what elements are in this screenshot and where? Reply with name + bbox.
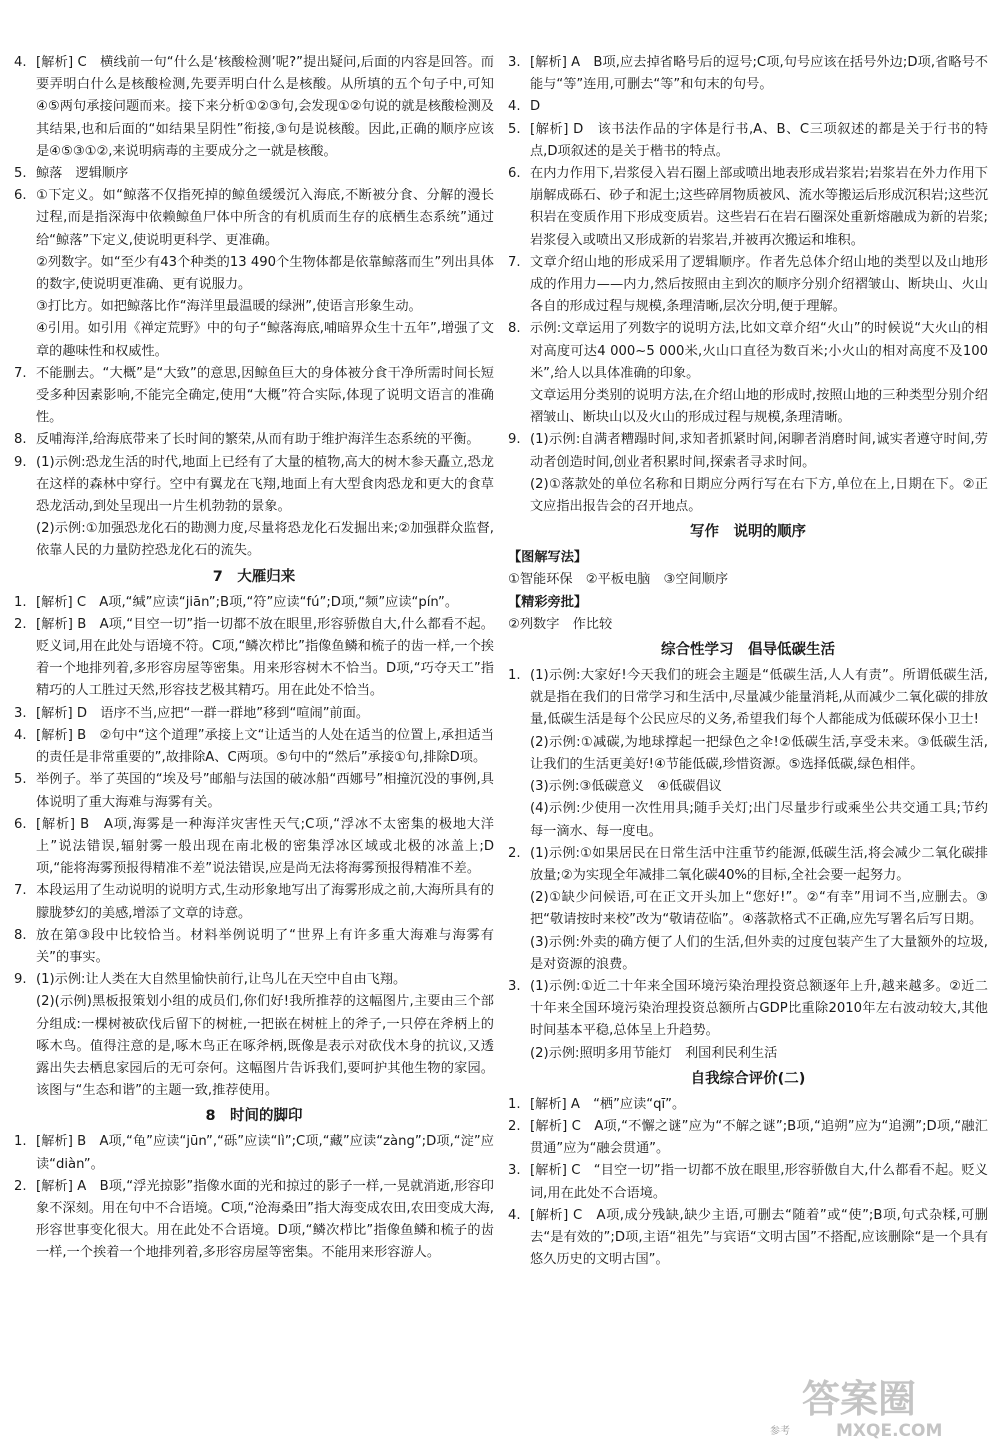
item-text: [解析] C A项,“缄”应读“jiān”;B项,“符”应读“fú”;D项,“频”应读“pín”。 [36,594,459,610]
item-number: 6. [14,816,27,832]
item-number: 6. [508,166,521,182]
jingcai-tag: 【精彩旁批】 [508,594,588,610]
item-number: 2. [14,1178,27,1194]
item-number: 4. [14,55,27,70]
section-heading-7: 7 大雁归来 [212,568,296,585]
answer-item [14,703,494,725]
item-number: 4. [508,99,521,115]
answer-item [14,429,494,451]
answer-item [14,163,494,185]
answer-item [14,725,494,769]
item-text: ①下定义。如“鲸落不仅指死掉的鲸鱼缓缓沉入海底,不断被分食、分解的漫长过程,而是指深海中依赖鲸鱼尸体中所含的有机质而生存的底栖生态系统”通过给“鲸落”下定义,使说明更科学、更准确。 [36,188,494,248]
item-number: 9. [14,454,27,470]
answer-item [508,429,988,473]
answer-item [508,52,988,96]
item-text: (1)示例:大家好!今天我们的班会主题是“低碳生活,人人有责”。所谓低碳生活,就是指在我们的日常学习和生活中,尽量减少能量消耗,从而减少二氧化碳的排放量,低碳生活是每个公民应尽的义务,希望我们每个人都能成为低碳环保小卫士! [530,668,988,728]
item-continuation: ③打比方。如把鲸落比作“海洋里最温暖的绿洲”,使语言形象生动。 [36,299,422,315]
item-text: [解析] C 横线前一句“什么是‘核酸检测’呢?”提出疑问,后面的内容是回答。而要弄明白什么是核酸检测,先要弄明白什么是核酸。从所填的五个句子中,可知④⑤两句承接问题而来。接下来分析①②③句,会发现①②句说的就是核酸检测及其结果,也和后面的“如结果呈阴性”衔接,③句是说核酸。因此,正确的顺序应该是④⑤③①②,来说明病毒的主要成分之一就是核酸。 [36,55,494,159]
answer-item [14,969,494,991]
item-continuation: (2)示例:照明多用节能灯 利国利民利生活 [530,1045,778,1061]
item-number: 1. [14,1134,27,1150]
item-number: 9. [508,432,521,448]
answer-item [508,1094,988,1116]
answer-item [14,1131,494,1175]
item-number: 7. [14,883,27,899]
item-number: 3. [508,1163,521,1179]
answer-item [14,452,494,519]
item-number: 2. [508,1118,521,1134]
item-text: 举例子。举了英国的“埃及号”邮船与法国的破冰船“西娜号”相撞沉没的事例,具体说明了重大海难与海雾有关。 [36,772,494,810]
item-number: 8. [14,432,27,448]
answer-item [508,119,988,163]
answer-item [508,96,988,118]
item-number: 9. [14,972,27,988]
item-continuation: (3)示例:③低碳意义 ④低碳倡议 [530,779,722,795]
item-number: 5. [14,772,27,788]
item-text: 反哺海洋,给海底带来了长时间的繁荣,从而有助于维护海洋生态系统的平衡。 [36,432,480,448]
item-text: 本段运用了生动说明的说明方式,生动形象地写出了海雾形成之前,大海所具有的朦胧梦幻的美感,增添了文章的诗意。 [36,883,494,921]
item-text: 不能删去。“大概”是“大致”的意思,因鲸鱼巨大的身体被分食干净所需时间长短受多种因素影响,不能完全确定,使用“大概”符合实际,体现了说明文语言的准确性。 [36,365,494,426]
left-column [14,52,494,1265]
item-text: 示例:文章运用了列数字的说明方法,比如文章介绍“火山”的时候说“大火山的相对高度可达4 000~5 000米,火山口直径为数百米;小火山的相对高度不及100米”,给人以具体准确的印象。 [530,321,988,381]
item-text: [解析] D 语序不当,应把“一群一群地”移到“喧闹”前面。 [36,705,370,721]
item-number: 7. [14,365,27,381]
item-number: 3. [14,705,27,721]
tujie-text: ①智能环保 ②平板电脑 ③空间顺序 [508,572,729,588]
section-heading-self-evaluation: 自我综合评价(二) [690,1070,806,1087]
item-text: [解析] B ②句中“这个道理”承接上文“让适当的人处在适当的位置上,承担适当的责任是非常重要的”,故排除A、C两项。⑤句中的“然后”承接①句,排除D项。 [36,727,494,766]
item-continuation: (2)示例:①减碳,为地球撑起一把绿色之伞!②低碳生活,享受未来。③低碳生活,让我们的生活更美好!④节能低碳,珍惜资源。⑤选择低碳,绿色相伴。 [530,734,988,772]
item-continuation: 文章运用分类别的说明方法,在介绍山地的形成时,按照山地的三种类型分别介绍褶皱山、断块山以及火山的形成过程与规模,条理清晰。 [530,388,988,426]
item-text: [解析] A B项,“浮光掠影”指像水面的光和掠过的影子一样,一晃就消逝,形容印象不深刻。用在句中不合语境。C项,“沧海桑田”指大海变成农田,农田变成大海,形容世事变化很大。用在此处不合语境。D项,“鳞次栉比”指像鱼鳞和梳子的齿一样,一个挨着一个地排列着,多形容房屋等密集。不能用来形容游人。 [36,1178,494,1261]
answer-item [508,665,988,732]
item-number: 5. [508,121,521,137]
item-continuation: (3)示例:外卖的确方便了人们的生活,但外卖的过度包装产生了大量额外的垃圾,是对资源的浪费。 [530,934,988,972]
item-number: 8. [14,927,27,943]
item-number: 3. [508,978,521,994]
answer-item [508,163,988,252]
item-number: 8. [508,321,521,337]
item-text: 在内力作用下,岩浆侵入岩石圈上部或喷出地表形成岩浆岩;岩浆岩在外力作用下崩解成砾石、砂子和泥土;这些碎屑物质被风、流水等搬运后形成沉积岩;这些沉积岩在变质作用下形成变质岩。这些岩石在岩石圈深处重新熔融成为新的岩浆;岩浆侵入或喷出又形成新的岩浆岩,并被再次搬运和堆积。 [530,166,988,248]
item-continuation: (2)(示例)黑板报策划小组的成员们,你们好!我所推荐的这幅图片,主要由三个部分组成:一棵树被砍伐后留下的树桩,一把嵌在树桩上的斧子,一只停在斧柄上的啄木鸟。值得注意的是,啄木鸟正在啄斧柄,既像是表示对砍伐木身的抗议,又透露出失去栖息家园后的无可奈何。这幅图片告诉我们,要呵护其他生物的家园。该图与“生态和谐”的主题一致,推荐使用。 [36,994,494,1099]
item-text: [解析] D 该书法作品的字体是行书,A、B、C三项叙述的都是关于行书的特点,D项叙述的是关于楷书的特点。 [530,121,988,159]
answer-item [14,185,494,252]
item-number: 4. [14,727,27,743]
item-text: (1)示例:①近二十年来全国环境污染治理投资总额逐年上升,越来越多。②近二十年来全国环境污染治理投资总额所占GDP比重除2010年左右波动较大,其他时间基本平稳,总体呈上升趋势。 [530,978,988,1039]
item-text: [解析] C A项,“不懈之谜”应为“不解之谜”;B项,“追朔”应为“追溯”;D项,“融汇贯通”应为“融会贯通”。 [530,1118,988,1157]
answer-item [14,880,494,924]
answer-item [508,976,988,1043]
answer-item [14,52,494,163]
item-text: [解析] C A项,成分残缺,缺少主语,可删去“随着”或“使”;B项,句式杂糅,可删去“是有效的”;D项,主语“祖先”与宾语“文明古国”不搭配,应该删除“是一个具有悠久历史的文明古国”。 [530,1207,988,1268]
answer-item [508,1160,988,1204]
watermark-logo [770,1366,992,1442]
item-continuation: ④引用。如引用《禅定荒野》中的句子“鲸落海底,哺暗界众生十五年”,增强了文章的趣味性和权威性。 [36,321,494,359]
item-continuation: (2)①落款处的单位名称和日期应分两行写在右下方,单位在上,日期在下。②正文应指出报告会的召开地点。 [530,476,988,515]
answer-item [14,1176,494,1265]
item-text: 文章介绍山地的形成采用了逻辑顺序。作者先总体介绍山地的类型以及山地形成的作用力——内力,然后按照由主到次的顺序分别介绍褶皱山、断块山、火山各自的形成过程与规模,条理清晰,层次分明,便于理解。 [530,254,988,315]
watermark-text: 答案圈 [802,1377,917,1421]
item-text: [解析] A “栖”应读“qī”。 [530,1096,686,1112]
item-number: 2. [14,616,27,632]
section-heading-writing: 写作 说明的顺序 [690,524,806,541]
answer-item [508,1205,988,1272]
item-continuation: (2)①缺少问候语,可在正文开头加上“您好!”。②“有幸”用词不当,应删去。③把“敬请按时来校”改为“敬请莅临”。④落款格式不正确,应先写署名后写日期。 [530,890,988,928]
item-number: 5. [14,166,27,182]
answer-item [14,769,494,813]
item-number: 4. [508,1207,521,1223]
item-number: 1. [508,1096,521,1112]
item-text: [解析] A B项,应去掉省略号后的逗号;C项,句号应该在括号外边;D项,省略号不能与“等”连用,可删去“等”和句末的句号。 [530,55,988,93]
item-continuation: (4)示例:少使用一次性用具;随手关灯;出门尽量步行或乘坐公共交通工具;节约每一滴水、每一度电。 [530,801,988,839]
item-number: 3. [508,55,521,70]
answer-item [14,592,494,614]
item-text: (1)示例:自满者糟蹋时间,求知者抓紧时间,闲聊者消磨时间,诚实者遵守时间,劳动者创造时间,创业者积累时间,探索者寻求时间。 [530,432,988,470]
item-text: (1)示例:让人类在大自然里愉快前行,让鸟儿在天空中自由飞翔。 [36,972,407,988]
answer-item [14,814,494,881]
item-number: 2. [508,845,521,861]
item-text: [解析] B A项,海雾是一种海洋灾害性天气;C项,“浮冰不太密集的极地大洋上”说法错误,辐射雾一般出现在南北极的密集浮冰区域或北极的冰盖上;D项,“能将海雾预报得精准不差”说法错误,应是尚无法将海雾预报得精准不差。 [36,816,494,877]
item-text: [解析] B A项,“目空一切”指一切都不放在眼里,形容骄傲自大,什么都看不起。贬义词,用在此处与语境不符。C项,“鳞次栉比”指像鱼鳞和梳子的齿一样,一个挨着一个地排列着,多形容房屋等密集。用来形容树木不恰当。D项,“巧夺天工”指精巧的人工胜过天然,形容技艺极其精巧。用在此处不恰当。 [36,616,494,699]
answer-item [14,363,494,430]
item-number: 1. [14,594,27,610]
tujie-tag: 【图解写法】 [508,550,588,566]
answer-item [14,925,494,969]
item-continuation: (2)示例:①加强恐龙化石的勘测力度,尽量将恐龙化石发掘出来;②加强群众监督,依靠人民的力量防控恐龙化石的流失。 [36,521,494,559]
item-continuation: ②列数字。如“至少有43个种类的13 490个生物体都是依靠鲸落而生”列出具体的数字,使说明更准确、更有说服力。 [36,254,494,293]
watermark-site: MXQE.COM [836,1421,943,1441]
item-text: [解析] B A项,“龟”应读“jūn”,“砾”应读“lì”;C项,“藏”应读“zàng”;D项,“淀”应读“diàn”。 [36,1134,494,1172]
item-text: 鲸落 逻辑顺序 [36,166,129,182]
answer-item [14,614,494,703]
section-heading-8: 8 时间的脚印 [205,1108,303,1125]
section-heading-comprehensive: 综合性学习 倡导低碳生活 [661,642,835,659]
answer-item [508,252,988,319]
item-text: D [530,99,541,115]
item-text: 放在第③段中比较恰当。材料举例说明了“世界上有许多重大海难与海雾有关”的事实。 [36,927,494,965]
item-text: [解析] C “目空一切”指一切都不放在眼里,形容骄傲自大,什么都看不起。贬义词,用在此处不合语境。 [530,1163,988,1201]
right-column [508,52,988,1271]
item-number: 6. [14,188,27,204]
answer-item [508,843,988,887]
item-text: (1)示例:恐龙生活的时代,地面上已经有了大量的植物,高大的树木参天矗立,恐龙在这样的森林中穿行。空中有翼龙在飞翔,地面上有大型食肉恐龙和更大的食草恐龙活动,到处呈现出一片生机勃勃的景象。 [36,454,494,515]
jingcai-text: ②列数字 作比较 [508,616,613,632]
item-text: (1)示例:①如果居民在日常生活中注重节约能源,低碳生活,将会减少二氧化碳排放量;②为实现全年减排二氧化碳40%的目标,全社会要一起努力。 [530,845,988,883]
answer-item [508,1116,988,1160]
answer-item [508,318,988,385]
reference-label: 参考 [770,1426,790,1437]
item-number: 1. [508,668,521,684]
item-number: 7. [508,254,521,270]
